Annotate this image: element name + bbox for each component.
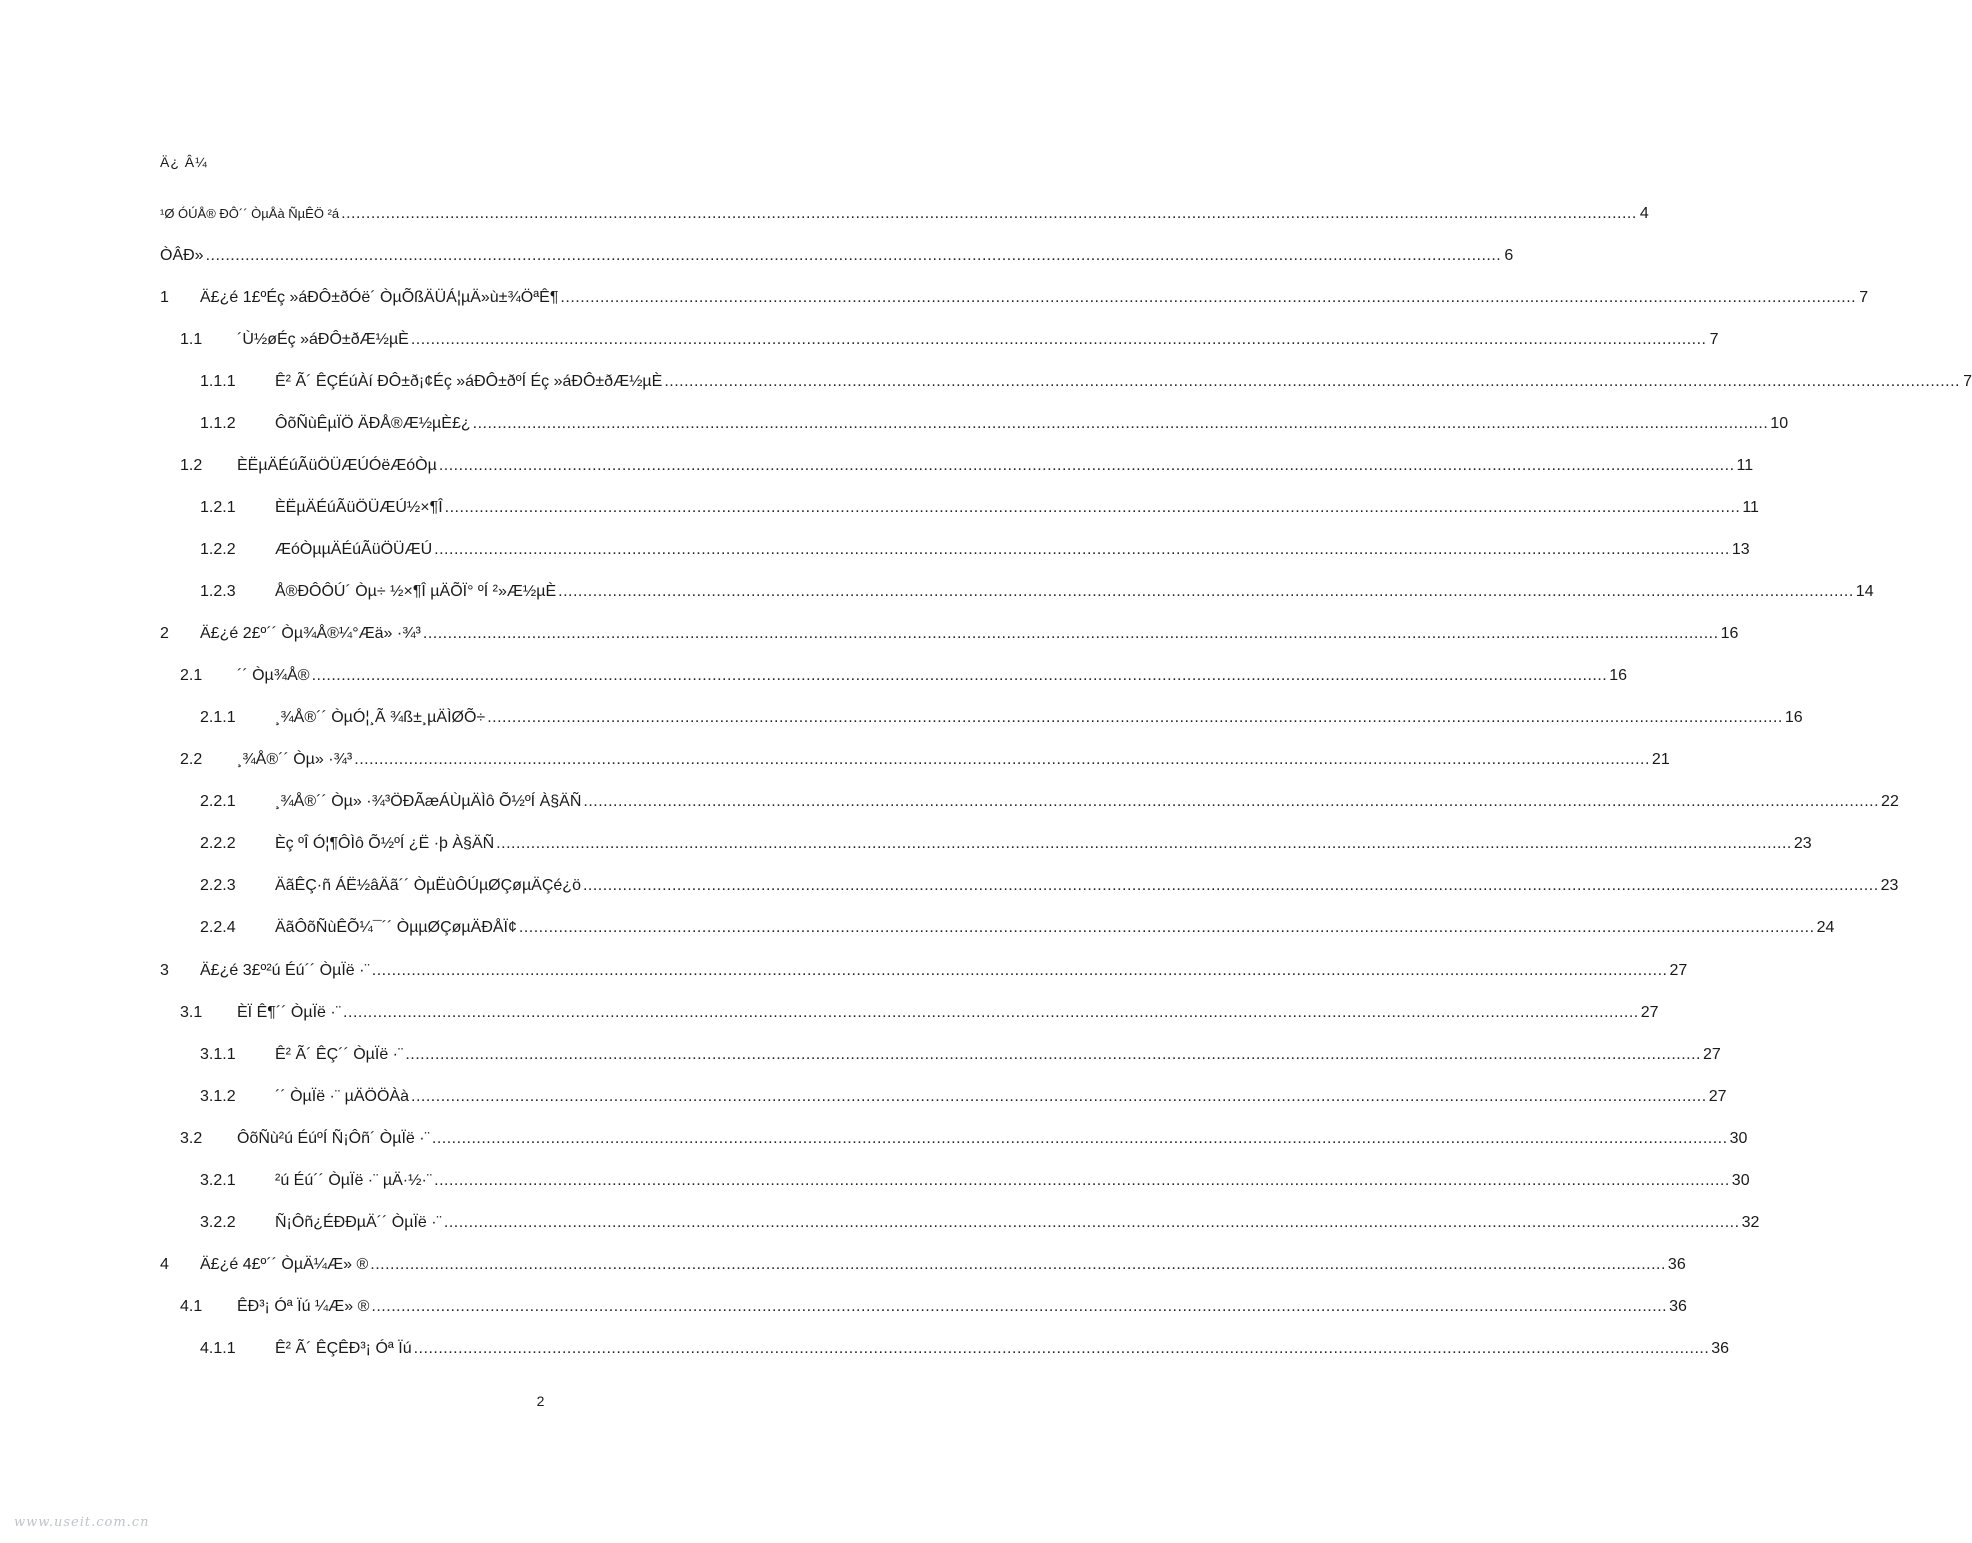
toc-entry-page: 36 <box>1711 1340 1730 1357</box>
toc-entry-page: 23 <box>1793 835 1812 852</box>
toc-entry-title: Ä£¿é 4£º´´ ÒµÄ¼Æ» ® <box>200 1256 369 1273</box>
toc-entry-number: 1.2.3 <box>200 583 236 600</box>
toc-leader-dots <box>439 457 1735 475</box>
toc-entry-title: ÆóÒµµÄÉúÃüÖÜÆÚ <box>275 541 433 558</box>
toc-entry-page: 21 <box>1651 751 1670 768</box>
toc-entry-number: 3.1.2 <box>200 1088 236 1105</box>
toc-entry-page: 30 <box>1731 1172 1750 1189</box>
toc-entry-title: ¹Ø ÓÚÅ® ÐÔ´´ ÒµÅà ÑµÊÖ ²á <box>160 206 340 221</box>
toc-leader-dots <box>423 625 1719 643</box>
toc-entry-number: 3 <box>160 962 169 979</box>
toc-entry-page: 13 <box>1731 541 1750 558</box>
toc-entry-page: 16 <box>1609 667 1628 684</box>
toc-entry[interactable] <box>200 877 1899 901</box>
toc-leader-dots <box>560 289 1856 307</box>
toc-entry-number: 3.2.1 <box>200 1172 236 1189</box>
toc-entry[interactable] <box>160 1256 1686 1280</box>
toc-leader-dots <box>664 373 1960 391</box>
toc-leader-dots <box>487 709 1783 727</box>
toc-entry-page: 23 <box>1880 877 1899 894</box>
toc-entry-title: ÔõÑùÊµÏÖ ÄÐÅ®Æ½µÈ£¿ <box>275 415 471 432</box>
toc-entry[interactable] <box>180 1130 1748 1154</box>
toc-leader-dots <box>432 1130 1728 1148</box>
toc-leader-dots <box>405 1046 1701 1064</box>
toc-entry-page: 30 <box>1729 1130 1748 1147</box>
toc-entry-number: 2.1.1 <box>200 709 236 726</box>
toc-entry-number: 1 <box>160 289 169 306</box>
toc-entry[interactable] <box>200 541 1750 565</box>
toc-entry[interactable] <box>200 1340 1730 1364</box>
toc-entry[interactable] <box>180 1298 1687 1322</box>
toc-entry[interactable] <box>180 1004 1659 1028</box>
toc-entry-title: Ä£¿é 2£º´´ Òµ¾Å®¼°Æä» ·¾³ <box>200 625 421 642</box>
toc-entry-number: 1.2.2 <box>200 541 236 558</box>
toc-entry-number: 4 <box>160 1256 169 1273</box>
toc-entry-page: 4 <box>1639 205 1649 222</box>
toc-entry-number: 1.1.2 <box>200 415 236 432</box>
toc-leader-dots <box>496 835 1792 853</box>
toc-entry-title: ÈËµÄÉúÃüÖÜÆÚÓëÆóÒµ <box>237 457 437 474</box>
toc-entry-title: ¸¾Å®´´ Òµ» ·¾³ <box>237 751 353 768</box>
toc-entry-number: 1.1.1 <box>200 373 236 390</box>
toc-entry[interactable] <box>200 499 1759 523</box>
toc-entry-title: ¸¾Å®´´ Òµ» ·¾³ÖÐÃæÁÙµÄÌô Õ½ºÍ À§ÄÑ <box>275 793 582 810</box>
toc-entry-title: ÄãÊÇ·ñ ÁË½âÄã´´ ÒµËùÔÚµØÇøµÄÇé¿ö <box>275 877 581 894</box>
toc-entry-title: ÒÂÐ» <box>160 247 204 264</box>
toc-entry[interactable] <box>160 962 1688 986</box>
toc-leader-dots <box>372 962 1668 980</box>
toc-leader-dots <box>411 331 1707 349</box>
toc-leader-dots <box>341 205 1637 223</box>
toc-leader-dots <box>434 541 1730 559</box>
toc-leader-dots <box>445 499 1741 517</box>
toc-entry-page: 32 <box>1741 1214 1760 1231</box>
toc-entry-title: Ê² Ã´ ÊÇÉúÀí ÐÔ±ð¡¢Éç »áÐÔ±ðºÍ Éç »áÐÔ±ðÆ½µÈ <box>275 373 663 390</box>
toc-entry-title: ÈËµÄÉúÃüÖÜÆÚ½×¶Î <box>275 499 443 516</box>
toc-leader-dots <box>583 877 1879 895</box>
toc-entry-title: ´´ ÒµÏë ·¨ µÄÖÖÀà <box>275 1088 410 1105</box>
toc-entry-title: Ê² Ã´ ÊÇ´´ ÒµÏë ·¨ <box>275 1046 404 1063</box>
toc-entry-page: 11 <box>1742 499 1759 516</box>
toc-entry[interactable] <box>180 457 1754 481</box>
toc-entry-title: ÊÐ³¡ Óª Ïú ¼Æ» ® <box>237 1298 370 1315</box>
toc-leader-dots <box>414 1340 1710 1358</box>
toc-entry-title: Ä£¿é 3£º²ú Éú´´ ÒµÏë ·¨ <box>200 962 370 979</box>
toc-leader-dots <box>371 1298 1667 1316</box>
toc-entry-page: 24 <box>1816 919 1835 936</box>
toc-entry-title: Èç ºÎ Ó¦¶ÔÌô Õ½ºÍ ¿Ë ·þ À§ÄÑ <box>275 835 495 852</box>
toc-entry-number: 1.2.1 <box>200 499 236 516</box>
toc-entry[interactable] <box>180 331 1719 355</box>
toc-entry[interactable] <box>200 1046 1721 1070</box>
toc-entry-number: 2.2.4 <box>200 919 236 936</box>
toc-entry-number: 3.2.2 <box>200 1214 236 1231</box>
toc-entry-title: ´Ù½øÉç »áÐÔ±ðÆ½µÈ <box>237 331 409 348</box>
toc-entry-page: 14 <box>1855 583 1874 600</box>
page-number: 2 <box>536 1393 545 1409</box>
toc-entry-page: 16 <box>1784 709 1803 726</box>
toc-leader-dots <box>411 1088 1707 1106</box>
toc-entry[interactable] <box>160 289 1869 313</box>
toc-entry[interactable] <box>200 1172 1750 1196</box>
toc-entry-title: Ñ¡Ôñ¿ÉÐÐµÄ´´ ÒµÏë ·¨ <box>275 1214 442 1231</box>
toc-leader-dots <box>444 1214 1740 1232</box>
toc-entry-number: 1.1 <box>180 331 203 348</box>
toc-entry[interactable] <box>160 205 1649 229</box>
toc-entry-number: 2.2.2 <box>200 835 236 852</box>
toc-entry-number: 2.2.1 <box>200 793 236 810</box>
toc-entry[interactable] <box>200 919 1835 943</box>
toc-entry[interactable] <box>200 793 1899 817</box>
toc-entry-number: 1.2 <box>180 457 203 474</box>
toc-leader-dots <box>519 919 1815 937</box>
toc-entry[interactable] <box>200 1088 1727 1112</box>
toc-entry-title: ²ú Éú´´ ÒµÏë ·¨ µÄ·½·¨ <box>275 1172 433 1189</box>
toc-entry-title: ´´ Òµ¾Å® <box>237 667 310 684</box>
toc-entry-number: 3.2 <box>180 1130 203 1147</box>
toc-entry-number: 2.2 <box>180 751 203 768</box>
toc-entry-page: 27 <box>1640 1004 1659 1021</box>
toc-leader-dots <box>583 793 1879 811</box>
toc-entry[interactable] <box>180 751 1670 775</box>
toc-entry-number: 2 <box>160 625 169 642</box>
toc-entry-page: 11 <box>1736 457 1754 474</box>
toc-entry-page: 6 <box>1504 247 1514 264</box>
toc-leader-dots <box>473 415 1769 433</box>
toc-entry-page: 10 <box>1770 415 1789 432</box>
toc-entry-page: 27 <box>1703 1046 1721 1063</box>
toc-entry-title: ÄãÔõÑùÊÕ¼¯´´ ÒµµØÇøµÄÐÅÏ¢ <box>275 919 517 936</box>
toc-entry-number: 4.1 <box>180 1298 203 1315</box>
toc-entry-number: 3.1.1 <box>200 1046 236 1063</box>
toc-entry-title: ÔõÑù²ú ÉúºÍ Ñ¡Ôñ´ ÒµÏë ·¨ <box>237 1130 430 1147</box>
toc-entry-page: 7 <box>1859 289 1869 306</box>
toc-entry-page: 22 <box>1881 793 1899 810</box>
watermark: www.useit.com.cn <box>14 1515 150 1530</box>
toc-leader-dots <box>206 247 1502 265</box>
toc-entry-number: 3.1 <box>180 1004 203 1021</box>
toc-leader-dots <box>354 751 1650 769</box>
toc-entry-page: 16 <box>1720 625 1739 642</box>
toc-entry-number: 4.1.1 <box>200 1340 236 1357</box>
toc-entry[interactable] <box>200 373 1972 397</box>
toc-entry-page: 7 <box>1709 331 1719 348</box>
toc-entry[interactable] <box>180 667 1628 691</box>
toc-entry-page: 27 <box>1708 1088 1727 1105</box>
toc-leader-dots <box>312 667 1608 685</box>
toc-leader-dots <box>558 583 1854 601</box>
toc-entry-page: 36 <box>1667 1256 1686 1273</box>
toc-entry-number: 2.1 <box>180 667 203 684</box>
toc-leader-dots <box>370 1256 1666 1274</box>
toc-entry[interactable] <box>160 247 1514 271</box>
toc-entry[interactable] <box>200 709 1803 733</box>
toc-entry-page: 27 <box>1669 962 1688 979</box>
toc-entry[interactable] <box>160 625 1739 649</box>
toc-entry[interactable] <box>200 835 1812 859</box>
toc-entry[interactable] <box>200 1214 1760 1238</box>
toc-entry-title: ¸¾Å®´´ ÒµÓ¦¸Ã ¾ß±¸µÄÌØÕ÷ <box>275 709 486 726</box>
toc-leader-dots <box>343 1004 1639 1022</box>
toc-entry-page: 36 <box>1669 1298 1687 1315</box>
toc-entry-title: ÈÏ Ê¶´´ ÒµÏë ·¨ <box>237 1004 342 1021</box>
toc-entry[interactable] <box>200 583 1874 607</box>
toc-leader-dots <box>434 1172 1730 1190</box>
toc-entry[interactable] <box>200 415 1789 439</box>
toc-entry-title: Ä£¿é 1£ºÉç »áÐÔ±ðÓë´ ÒµÕßÄÜÁ¦µÄ»ù±¾ÖªÊ¶ <box>200 289 559 306</box>
toc-entry-title: Å®ÐÔÔÚ´ Òµ÷ ½×¶Î µÄÕÏ° ºÍ ²»Æ½µÈ <box>275 583 557 600</box>
toc-heading: Ä¿ Â¼ <box>160 154 208 170</box>
toc-entry-number: 2.2.3 <box>200 877 236 894</box>
toc-entry-title: Ê² Ã´ ÊÇÊÐ³¡ Óª Ïú <box>275 1340 412 1357</box>
toc-entry-page: 7 <box>1963 373 1972 390</box>
